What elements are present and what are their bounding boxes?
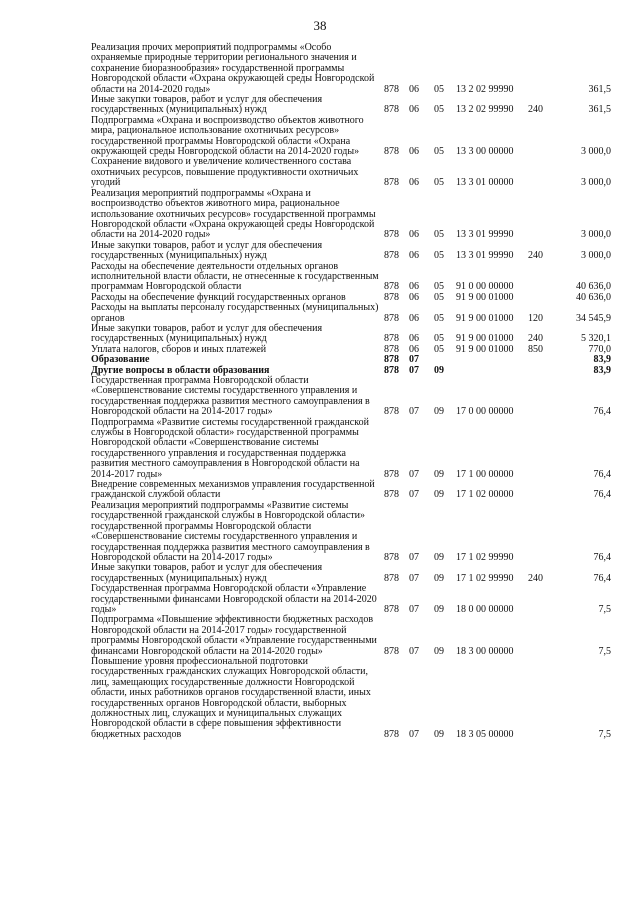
- section-code: 06: [409, 333, 419, 345]
- expense-type-code: [528, 43, 556, 95]
- target-article-code: [456, 355, 528, 365]
- amount: 76,4: [593, 489, 611, 501]
- row-description: Образование: [91, 354, 150, 366]
- amount: 76,4: [593, 551, 611, 563]
- row-description: Расходы на выплаты персоналу государственных (муниципальных) органов: [91, 302, 379, 324]
- expense-type-code: 240: [528, 333, 543, 345]
- target-article-code: 13 3 01 99990: [456, 250, 514, 262]
- table-row: [91, 95, 611, 116]
- row-description: Сохранение видового и увеличение количественного состава охотничьих ресурсов, повышение продуктивности охотничьих угодий: [91, 156, 359, 189]
- section-code: 07: [409, 603, 419, 615]
- target-article-code: 13 3 00 00000: [456, 146, 514, 158]
- ministry-code: 878: [384, 281, 399, 293]
- expense-type-code: 120: [528, 312, 543, 324]
- section-code: 07: [409, 364, 419, 376]
- subsection-code: 05: [434, 343, 444, 355]
- table-row: [91, 657, 611, 740]
- section-code: 06: [409, 146, 419, 158]
- amount: 76,4: [593, 468, 611, 480]
- subsection-code: 05: [434, 281, 444, 293]
- section-code: 06: [409, 83, 419, 95]
- table-body: [91, 43, 611, 740]
- section-code: 07: [409, 354, 419, 366]
- subsection-code: 09: [434, 645, 444, 657]
- table-row: [91, 584, 611, 615]
- table-row: [91, 376, 611, 418]
- table-row: [91, 615, 611, 657]
- page-number: 38: [313, 18, 327, 33]
- table-row: [91, 262, 611, 293]
- expense-type-code: [528, 615, 556, 657]
- target-article-code: 91 9 00 01000: [456, 291, 514, 303]
- amount: 83,9: [593, 364, 611, 376]
- ministry-code: 878: [384, 333, 399, 345]
- amount: 7,5: [598, 645, 611, 657]
- subsection-code: 05: [434, 250, 444, 262]
- ministry-code: 878: [384, 728, 399, 740]
- ministry-code: 878: [384, 104, 399, 116]
- ministry-code: 878: [384, 603, 399, 615]
- ministry-code: 878: [384, 146, 399, 158]
- target-article-code: 17 1 00 00000: [456, 468, 514, 480]
- subsection-code: 05: [434, 104, 444, 116]
- target-article-code: 17 1 02 00000: [456, 489, 514, 501]
- expense-type-code: [528, 584, 556, 615]
- target-article-code: 91 0 00 00000: [456, 281, 514, 293]
- ministry-code: 878: [384, 312, 399, 324]
- row-description: Подпрограмма «Развитие системы государственной гражданской службы в Новгородской области» государственной программы Новгородской области «Совершенствование системы государственного управления и государственная поддержка развития местного самоуправления в Новгородской области на 2014-2017 годы»: [91, 416, 369, 480]
- row-description: Иные закупки товаров, работ и услуг для обеспечения государственных (муниципальных) нужд: [91, 94, 323, 116]
- target-article-code: [456, 366, 528, 376]
- table-row: [91, 345, 611, 355]
- target-article-code: 13 3 01 00000: [456, 177, 514, 189]
- target-article-code: 18 0 00 00000: [456, 603, 514, 615]
- expense-type-code: [528, 418, 556, 480]
- table-row: [91, 480, 611, 501]
- table-row: [91, 43, 611, 95]
- section-code: 06: [409, 229, 419, 241]
- section-code: 07: [409, 406, 419, 418]
- amount: 40 636,0: [576, 281, 611, 293]
- row-description: Расходы на обеспечение функций государственных органов: [91, 291, 346, 303]
- expense-type-code: [528, 157, 556, 188]
- ministry-code: 878: [384, 572, 399, 584]
- row-description: Другие вопросы в области образования: [91, 364, 270, 376]
- row-description: Реализация мероприятий подпрограммы «Развитие системы государственной гражданской службы в Новгородской области» государственной программы Новгородской области «Совершенствование системы государственного управления и государственная поддержка развития местного самоуправления в Новгородской области на 2014-2017 годы»: [91, 499, 370, 563]
- section-code: 06: [409, 343, 419, 355]
- row-description: Иные закупки товаров, работ и услуг для обеспечения государственных (муниципальных) нужд: [91, 322, 323, 345]
- amount: 361,5: [588, 83, 611, 95]
- row-description: Государственная программа Новгородской области «Совершенствование системы государственного управления и государственная поддержка развития местного самоуправления в Новгородской области на 2014-2017 годы»: [91, 375, 370, 418]
- subsection-code: 05: [434, 177, 444, 189]
- table-row: [91, 324, 611, 345]
- table-row: [91, 563, 611, 584]
- subsection-code: 05: [434, 291, 444, 303]
- ministry-code: 878: [384, 291, 399, 303]
- amount: 7,5: [598, 603, 611, 615]
- ministry-code: 878: [384, 83, 399, 95]
- section-code: 06: [409, 281, 419, 293]
- table-row: [91, 241, 611, 262]
- row-description: Иные закупки товаров, работ и услуг для обеспечения государственных (муниципальных) нужд: [91, 562, 323, 584]
- row-description: Повышение уровня профессиональной подготовки государственных гражданских служащих Новгородской области, лиц, замещающих государственные должности Новгородской области, иных работников органов государственной власти, иных государственных органов Новгородской области, выборных должностных лиц, служащих и муниципальных служащих Новгородской области в сфере повышения эффективности бюджетных расходов: [91, 655, 371, 740]
- target-article-code: 13 3 01 99990: [456, 229, 514, 241]
- target-article-code: 13 2 02 99990: [456, 104, 514, 116]
- table-row: [91, 303, 611, 324]
- table-row: [91, 418, 611, 480]
- row-description: Уплата налогов, сборов и иных платежей: [91, 343, 267, 355]
- expense-type-code: [528, 501, 556, 563]
- table-row: [91, 501, 611, 563]
- subsection-code: 05: [434, 229, 444, 241]
- row-description: Реализация мероприятий подпрограммы «Охрана и воспроизводство объектов животного мира, рациональное использование охотничьих ресурсов» государственной программы Новгородской области «Охрана окружающей среды Новгородской области на 2014-2020 годы»: [91, 187, 376, 241]
- expense-type-code: 850: [528, 343, 543, 355]
- row-description: Подпрограмма «Охрана и воспроизводство объектов животного мира, рациональное использование охотничьих ресурсов» государственной программы Новгородской области «Охрана окружающей среды Новгородской области на 2014-2020 годы»: [91, 114, 364, 158]
- row-description: Государственная программа Новгородской области «Управление государственными финансами Новгородской области на 2014-2020 годы»: [91, 583, 377, 615]
- subsection-code: 09: [434, 603, 444, 615]
- ministry-code: 878: [384, 406, 399, 418]
- target-article-code: 18 3 05 00000: [456, 728, 514, 740]
- amount: 83,9: [593, 354, 611, 366]
- amount: 3 000,0: [581, 229, 611, 241]
- section-code: 06: [409, 177, 419, 189]
- target-article-code: 17 0 00 00000: [456, 406, 514, 418]
- expense-type-code: [528, 376, 556, 418]
- section-code: 07: [409, 551, 419, 563]
- subsection-code: 05: [434, 146, 444, 158]
- amount: 76,4: [593, 406, 611, 418]
- target-article-code: 17 1 02 99990: [456, 551, 514, 563]
- section-code: 07: [409, 489, 419, 501]
- expense-type-code: [528, 262, 556, 293]
- section-code: 07: [409, 728, 419, 740]
- section-code: 07: [409, 645, 419, 657]
- budget-table: [91, 43, 611, 740]
- target-article-code: 13 2 02 99990: [456, 83, 514, 95]
- ministry-code: 878: [384, 177, 399, 189]
- table-row: [91, 189, 611, 241]
- expense-type-code: [528, 657, 556, 740]
- amount: 3 000,0: [581, 250, 611, 262]
- amount: 34 545,9: [576, 312, 611, 324]
- expense-type-code: 240: [528, 572, 543, 584]
- expense-type-code: [528, 480, 556, 501]
- table-row: [91, 157, 611, 188]
- amount: 40 636,0: [576, 291, 611, 303]
- section-code: 06: [409, 291, 419, 303]
- subsection-code: 09: [434, 364, 444, 376]
- expense-type-code: [528, 293, 556, 303]
- ministry-code: 878: [384, 468, 399, 480]
- ministry-code: 878: [384, 250, 399, 262]
- section-code: 06: [409, 250, 419, 262]
- expense-type-code: [528, 355, 556, 365]
- target-article-code: 91 9 00 01000: [456, 343, 514, 355]
- amount: 3 000,0: [581, 146, 611, 158]
- target-article-code: 18 3 00 00000: [456, 645, 514, 657]
- ministry-code: 878: [384, 343, 399, 355]
- subsection-code: 05: [434, 312, 444, 324]
- row-description: Иные закупки товаров, работ и услуг для обеспечения государственных (муниципальных) нужд: [91, 239, 323, 262]
- row-description: Подпрограмма «Повышение эффективности бюджетных расходов Новгородской области на 2014-2017 годы» государственной программы Новгородской области «Управление государственными финансами Новгородской области на 2014-2020 годы»: [91, 614, 377, 657]
- subsection-code: 09: [434, 728, 444, 740]
- subsection-code: 09: [434, 406, 444, 418]
- ministry-code: 878: [384, 551, 399, 563]
- ministry-code: 878: [384, 489, 399, 501]
- subsection-code: 09: [434, 551, 444, 563]
- expense-type-code: [528, 366, 556, 376]
- amount: 361,5: [588, 104, 611, 116]
- section-code: 07: [409, 572, 419, 584]
- amount: 770,0: [588, 343, 611, 355]
- section-code: 06: [409, 312, 419, 324]
- ministry-code: 878: [384, 364, 399, 376]
- subsection-code: 09: [434, 572, 444, 584]
- subsection-code: 05: [434, 83, 444, 95]
- expense-type-code: [528, 189, 556, 241]
- table-row: [91, 116, 611, 158]
- target-article-code: 91 9 00 01000: [456, 333, 514, 345]
- target-article-code: 17 1 02 99990: [456, 572, 514, 584]
- section-code: 07: [409, 468, 419, 480]
- subsection-code: 09: [434, 489, 444, 501]
- amount: 7,5: [598, 728, 611, 740]
- expense-type-code: [528, 116, 556, 158]
- row-description: Внедрение современных механизмов управления государственной гражданской службой области: [91, 479, 375, 501]
- ministry-code: 878: [384, 229, 399, 241]
- row-description: Расходы на обеспечение деятельности отдельных органов исполнительной власти области, не отнесенные к государственным программам Новгородской области: [91, 260, 379, 293]
- amount: 5 320,1: [581, 333, 611, 345]
- target-article-code: 91 9 00 01000: [456, 312, 514, 324]
- section-code: 06: [409, 104, 419, 116]
- ministry-code: 878: [384, 354, 399, 366]
- subsection-code: 09: [434, 468, 444, 480]
- ministry-code: 878: [384, 645, 399, 657]
- expense-type-code: 240: [528, 104, 543, 116]
- row-description: Реализация прочих мероприятий подпрограммы «Особо охраняемые природные территории регионального значения и сохранение биоразнообразия» государственной программы Новгородской области «Охрана окружающей среды Новгородской области на 2014-2020 годы»: [91, 42, 375, 95]
- amount: 76,4: [593, 572, 611, 584]
- expense-type-code: 240: [528, 250, 543, 262]
- subsection-code: 05: [434, 333, 444, 345]
- amount: 3 000,0: [581, 177, 611, 189]
